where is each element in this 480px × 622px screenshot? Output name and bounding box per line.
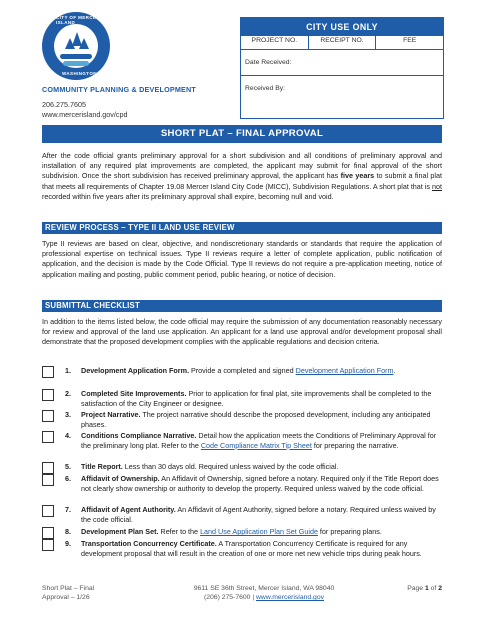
checkbox[interactable] — [42, 410, 54, 422]
checkbox[interactable] — [42, 431, 54, 443]
item-number: 6. — [65, 474, 71, 483]
logo-top-text: CITY OF MERCER ISLAND — [56, 15, 101, 25]
item-text — [81, 539, 442, 558]
plan-set-guide-link[interactable]: Land Use Application Plan Set Guide — [200, 527, 318, 536]
item-title: Transportation Concurrency Certificate. — [81, 539, 217, 548]
footer-website-link[interactable]: www.mercerisland.gov — [256, 594, 325, 601]
footer-address-block — [186, 584, 342, 602]
intro-text-3: recorded within five years after its preliminary approval shall expire, becoming null and void. — [42, 191, 334, 201]
page-total: 2 — [438, 585, 442, 592]
item-description: An Affidavit of Ownership, signed before a notary. Required only if the Title Report does not clearly show ownership or authority to develop the property. Required unless waived by the code official. — [81, 474, 439, 493]
water-icon — [63, 61, 89, 66]
water-icon — [60, 54, 92, 59]
receipt-no-field[interactable]: RECEIPT NO. — [309, 36, 377, 49]
city-seal-logo — [42, 12, 110, 80]
footer-doc-name-line2: Approval – 1/26 — [42, 594, 90, 601]
department-website[interactable]: www.mercerisland.gov/cpd — [42, 110, 128, 119]
item-number: 3. — [65, 410, 71, 419]
intro-paragraph — [42, 151, 442, 202]
department-name: COMMUNITY PLANNING & DEVELOPMENT — [42, 85, 197, 94]
checkbox[interactable] — [42, 389, 54, 401]
item-number: 7. — [65, 505, 71, 514]
checkbox[interactable] — [42, 527, 54, 539]
code-compliance-matrix-link[interactable]: Code Compliance Matrix Tip Sheet — [200, 440, 312, 450]
page-current: 1 — [424, 585, 429, 592]
footer-phone: (206) 275-7600 — [203, 594, 251, 601]
item-description: Refer to the — [158, 527, 201, 536]
item-description: Detail how the application meets the Conditions of Preliminary Approval for the preliminary long plat. Refer to the — [81, 431, 437, 450]
footer-doc-name-line1: Short Plat – Final — [42, 585, 95, 592]
item-description-end: . — [393, 366, 396, 375]
item-title: Development Plan Set. — [81, 527, 159, 536]
date-received-field[interactable]: Date Received: — [241, 50, 443, 76]
item-text — [81, 474, 442, 493]
item-description: Prior to application for final plat, site improvements shall be completed to the satisfaction of the City Engineer or designee. — [81, 389, 432, 408]
item-text — [81, 527, 442, 537]
item-text — [81, 410, 442, 429]
footer-separator: | — [252, 594, 255, 601]
item-title: Affidavit of Agent Authority. — [81, 505, 176, 514]
received-by-field[interactable]: Received By: — [245, 85, 286, 92]
item-description: An Affidavit of Agent Authority, signed before a notary. Required unless waived by the code official. — [81, 505, 436, 524]
item-number: 4. — [65, 431, 71, 440]
page-title: SHORT PLAT – FINAL APPROVAL — [42, 125, 442, 143]
city-use-heading: CITY USE ONLY — [241, 18, 443, 36]
footer-contact-line — [186, 593, 342, 602]
item-text — [81, 462, 442, 472]
item-title: Development Application Form. — [81, 366, 189, 375]
item-title: Affidavit of Ownership. — [81, 474, 160, 483]
project-no-field[interactable]: PROJECT NO. — [241, 36, 309, 49]
item-title: Completed Site Improvements. — [81, 389, 187, 398]
item-description-end: for preparing the narrative. — [311, 440, 399, 450]
item-number: 8. — [65, 527, 71, 536]
item-text — [81, 505, 442, 524]
intro-bold-five-years: five years — [340, 171, 375, 181]
item-title: Title Report. — [81, 462, 123, 471]
submittal-checklist-heading: SUBMITTAL CHECKLIST — [42, 300, 442, 312]
checkbox[interactable] — [42, 366, 54, 378]
development-application-form-link[interactable]: Development Application Form — [295, 366, 394, 375]
item-text — [81, 366, 442, 376]
checkbox[interactable] — [42, 539, 54, 551]
page-label: Page — [407, 585, 425, 592]
item-title: Project Narrative. — [81, 410, 141, 419]
review-process-heading: REVIEW PROCESS – TYPE II LAND USE REVIEW — [42, 222, 442, 234]
checkbox[interactable] — [42, 462, 54, 474]
item-number: 1. — [65, 366, 71, 375]
logo-emblem — [54, 24, 98, 68]
item-description: Less than 30 days old. Required unless waived by the code official. — [122, 462, 339, 471]
footer-doc-name — [42, 584, 94, 602]
item-text — [81, 431, 442, 450]
item-text — [81, 389, 442, 408]
item-title: Conditions Compliance Narrative. — [81, 431, 197, 440]
footer-address: 9611 SE 36th Street, Mercer Island, WA 98040 — [193, 585, 335, 592]
checkbox[interactable] — [42, 505, 54, 517]
item-description: A Transportation Concurrency Certificate is required for any development proposal that will result in the creation of one or more net new vehicle trips during peak hours. — [81, 539, 422, 558]
tree-icon — [79, 38, 89, 49]
intro-underline-not: not — [432, 181, 442, 191]
item-description-end: for preparing plans. — [317, 527, 382, 536]
checklist-intro: In addition to the items listed below, the code official may require the submission of any documentation reasonably necessary for review and approval of the land use application. An applicant for a land use approval and/or development proposal shall demonstrate that the proposed development complies with the applicable regulations and decision criteria. — [42, 317, 442, 347]
item-number: 2. — [65, 389, 71, 398]
checkbox[interactable] — [42, 474, 54, 486]
intro-text-2: to submit a final plat that meets all requirements of Chapter 19.08 Mercer Island City Code (MICC), Subdivision Regulations. A short plat that is — [42, 171, 443, 191]
page-of: of — [428, 585, 439, 592]
fee-field[interactable]: FEE — [403, 37, 417, 44]
logo-bottom-text: WASHINGTON — [62, 71, 97, 76]
intro-text-1: After the code official grants preliminary approval for a short subdivision and all conditions of preliminary approval and installation of any required plat improvements are completed, the applicant may submit for final approval of the short subdivision. Once the short subdivision has received preliminary approval, the applicant has — [42, 151, 442, 181]
department-phone: 206.275.7605 — [42, 100, 86, 109]
item-description: The project narrative should describe the proposed development, including any anticipated phases. — [81, 410, 431, 429]
city-use-box — [240, 17, 444, 119]
item-number: 5. — [65, 462, 71, 471]
page-number — [380, 584, 442, 593]
review-process-text: Type II reviews are based on clear, objective, and nondiscretionary standards or standards that require the application of professional expertise on technical issues. Type II reviews require a letter of complete application, public notification of application, and the decision is made by the Code Official. Type II reviews do not require a pre-application meeting, notice of application mailing and posting, public comment period, public hearing, or notice of decision. — [42, 239, 442, 279]
item-description: Provide a completed and signed — [188, 366, 296, 375]
city-use-columns — [241, 36, 443, 50]
item-number: 9. — [65, 539, 71, 548]
